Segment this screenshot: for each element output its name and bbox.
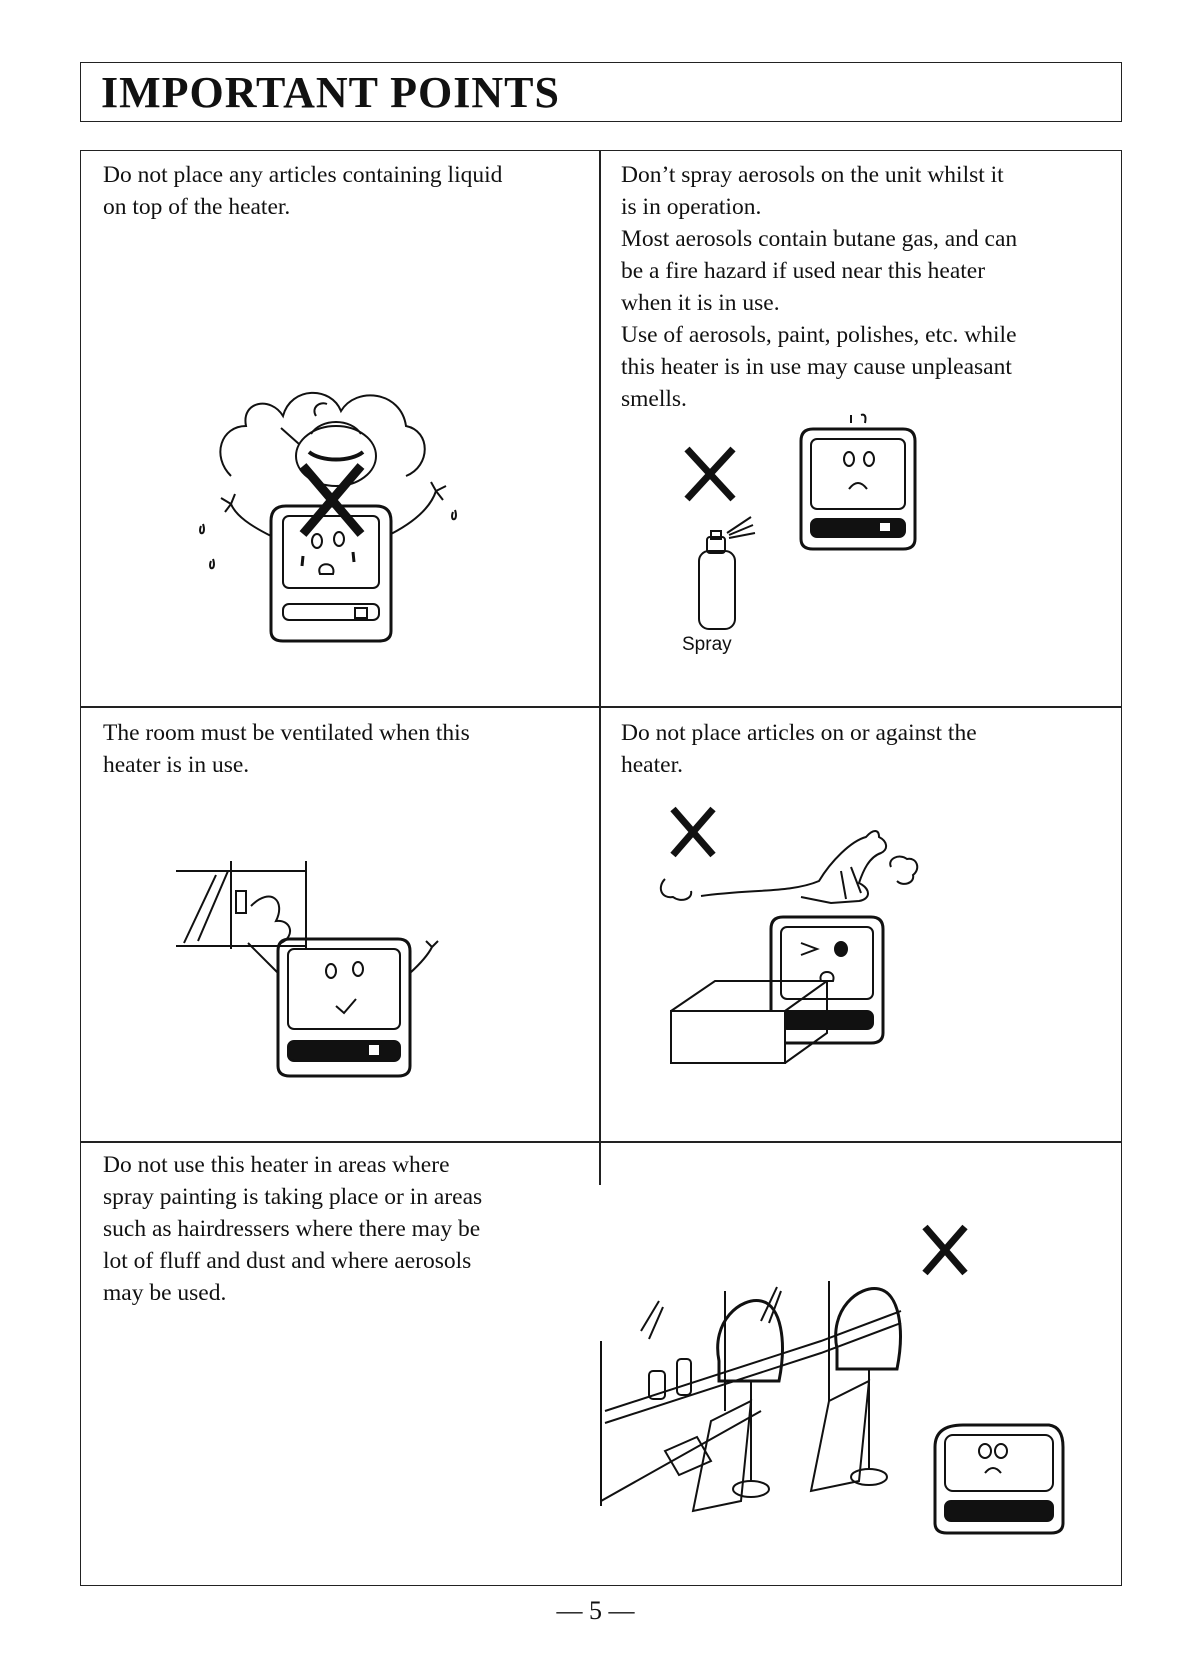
spray-label: Spray [682, 634, 732, 655]
grid-divider-row2 [81, 1141, 1121, 1143]
grid-divider-vertical-top [599, 151, 601, 1141]
grid-divider-vertical-bottom [599, 1141, 601, 1185]
cell-ventilation [103, 717, 578, 781]
cell-articles-text: Do not place articles on or against the heater. [621, 720, 977, 778]
ventilated-room-heater-illustration [176, 851, 536, 1101]
cell-spray-painting-text: Do not use this heater in areas where spray painting is taking place or in areas such as hairdressers where there may be lot of fluff and dust and where aerosols may be used. [103, 1152, 483, 1306]
page-number: — 5 — [556, 1596, 635, 1625]
cell-aerosols-text: Don’t spray aerosols on the unit whilst it is in operation. Most aerosols contain butane gas, and can be a fire hazard if used near this heater when it is in use. Use of aerosols, paint, polishes, etc. while this heater is in use may cause unpleasant smells. [621, 162, 1018, 412]
heater-with-box-and-kangaroo-illustration [651, 801, 951, 1061]
cell-liquid [103, 159, 578, 223]
grid-divider-row1 [81, 706, 1121, 708]
title-box [80, 62, 1122, 122]
cell-ventilation-text: The room must be ventilated when this heater is in use. [103, 720, 470, 778]
hairdresser-salon-heater-illustration [601, 1211, 1101, 1531]
cell-spray-painting [103, 1149, 578, 1309]
cell-aerosols [621, 159, 1103, 415]
spray-can-and-heater-illustration [671, 421, 1031, 651]
heater-with-kettle-illustration [191, 356, 511, 656]
cell-liquid-text: Do not place any articles containing liquid on top of the heater. [103, 162, 503, 220]
cell-articles [621, 717, 1103, 781]
page-title: IMPORTANT POINTS [101, 68, 560, 117]
points-grid [80, 150, 1122, 1586]
